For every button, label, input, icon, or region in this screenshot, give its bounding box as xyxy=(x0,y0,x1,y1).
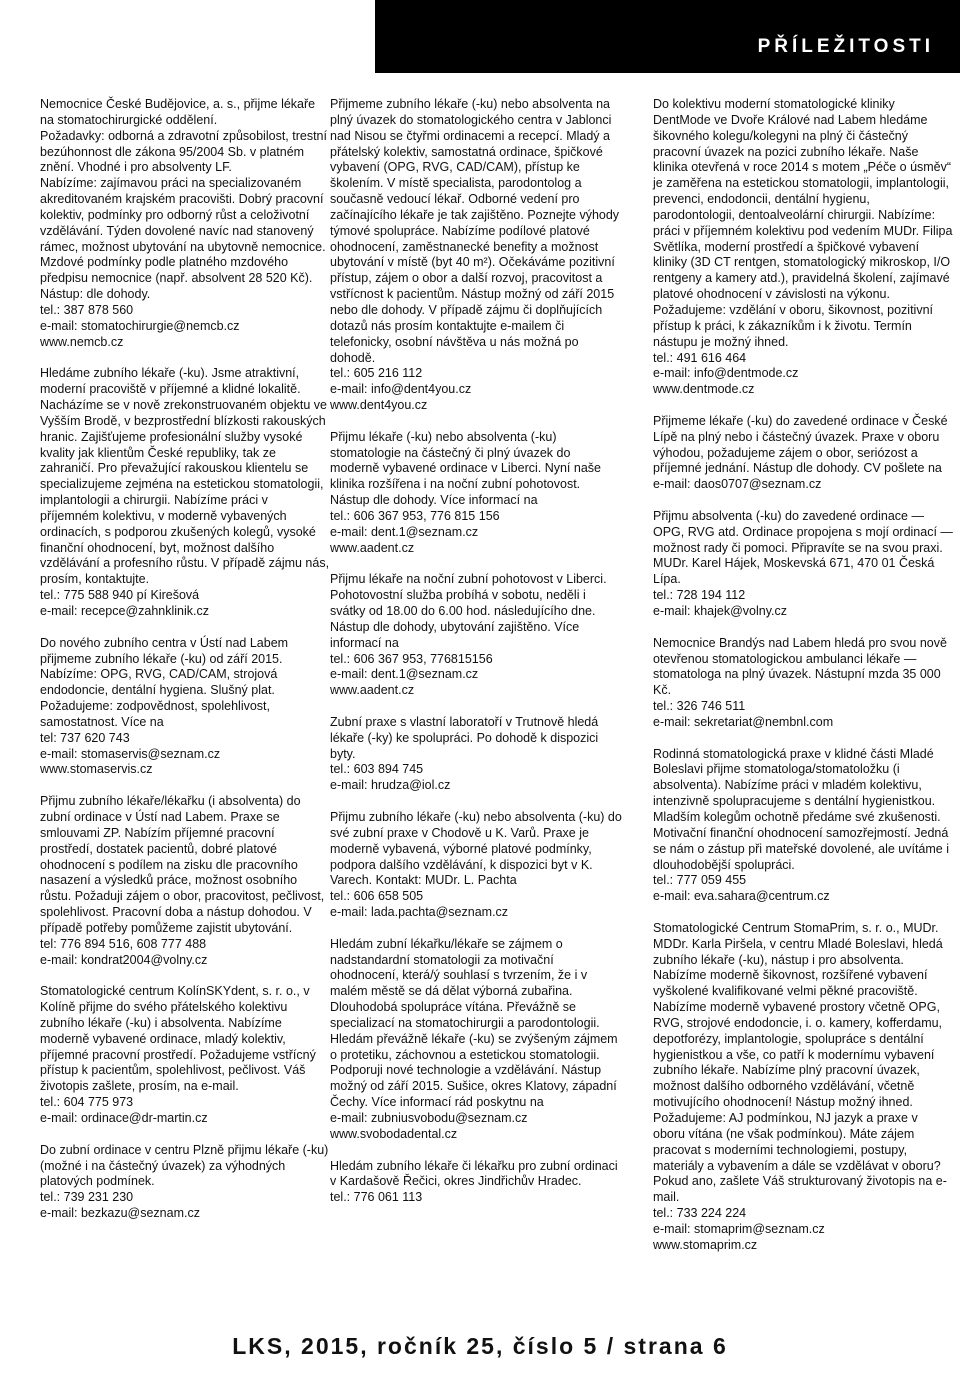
job-ad: Přijmeme lékaře (-ku) do zavedené ordinace v České Lípě na plný nebo i částečný úvazek. Praxe v oboru výhodou, požadujeme zájem o obor, seriózost a příjemné jednání. Nástup dle dohody. CV pošlete na e-mail: daos0707@seznam.cz xyxy=(653,413,948,492)
job-ad: Hledám zubní lékařku/lékaře se zájmem o nadstandardní stomatologii za motivační ohodnocení, která/ý souhlasí s tvrzením, že i v malém městě se dá dělat výborná zubařina. Dlouhodobá spolupráce vítána. Převážně se specializací na stomatochirurgii a parodontologii. Hledám převážně lékaře (-ku) se zvýšeným zájmem o protetiku, záchovnou a estetickou stomatologii. Podporuji nové technologie a vzdělávání. Nástup možný od září 2015. Sušice, okres Klatovy, západní Čechy. Více informací rád poskytnu na e-mail: zubniusvobodu@seznam.cz www.svobodadental.cz xyxy=(330,936,618,1141)
page-footer: LKS, 2015, ročník 25, číslo 5 / strana 6 xyxy=(232,1333,728,1359)
column-1 xyxy=(40,97,330,1238)
job-ad: Do nového zubního centra v Ústí nad Labem přijmeme zubního lékaře (-ku) od září 2015. Nabízíme: OPG, RVG, CAD/CAM, strojová endodoncie, dentální hygiena. Slušný plat. Požadujeme: zodpovědnost, spolehlivost, samostatnost. Více na tel: 737 620 743 e-mail: stomaservis@seznam.cz www.stomaservis.cz xyxy=(40,635,289,777)
job-ad: Přijmu lékaře na noční zubní pohotovost v Liberci. Pohotovostní služba probíhá v sobotu, neděli i svátky od 18.00 do 6.00 hod. následujícího dne. Nástup dle dohody, ubytování zajištěno. Více informací na tel.: 606 367 953, 776815156 e-mail: dent.1@seznam.cz www.aadent.cz xyxy=(330,572,607,698)
job-ad: Přijmeme zubního lékaře (-ku) nebo absolventa na plný úvazek do stomatologického centra v Jablonci nad Nisou se čtyřmi ordinacemi a recepcí. Mladý a přátelský kolektiv, samostatná ordinace, špičkové vybavení (OPG, RVG, CAD/CAM), přístup ke školením. V místě specialista, parodontolog a současně vedoucí lékař. Odborné vedení pro začínajícího lékaře je tak zajištěno. Poznejte výhody týmové spolupráce. Nabízíme podílové platové ohodnocení, zaměstnanecké benefity a možnost ubytování v místě (byt 40 m²). Očekáváme pozitivní přístup, zájem o obor a další rozvoj, pracovitost a vstřícnost k pacientům. Nástup možný od září 2015 nebo dle dohody. V případě zájmu či doplňujících dotazů nás prosím kontaktujte e-mailem či telefonicky, osobní návštěva u nás možná po dohodě. tel.: 605 216 112 e-mail: info@dent4you.cz www.dent4you.cz xyxy=(330,97,620,413)
job-ad: Rodinná stomatologická praxe v klidné části Mladé Boleslavi přijme stomatologa/stomatoložku (i absolventa). Nabízíme práci v mladém kolektivu, intenzivně spolupracujeme s dentální hygienistkou. Mladším kolegům ochotně předáme své zkušenosti. Motivační finanční ohodnocení samozřejmostí. Jedná se nám o zástup při mateřské dovolené, ale uvítáme i dlouhodobější spolupráci. tel.: 777 059 455 e-mail: eva.sahara@centrum.cz xyxy=(653,746,949,904)
column-3 xyxy=(653,97,953,1269)
job-ad: Přijmu lékaře (-ku) nebo absolventa (-ku) stomatologie na částečný či plný úvazek do moderně vybavené ordinace v Liberci. Nyní naše klinika rozšířena i na noční zubní pohotovost. Nástup dle dohody. Více informací na tel.: 606 367 953, 776 815 156 e-mail: dent.1@seznam.cz www.aadent.cz xyxy=(330,429,601,555)
job-ad: Zubní praxe s vlastní laboratoří v Trutnově hledá lékaře (-ky) ke spolupráci. Po dohodě k dispozici byty. tel.: 603 894 745 e-mail: hrudza@iol.cz xyxy=(330,714,599,793)
section-title: PŘÍLEŽITOSTI xyxy=(757,36,934,57)
job-ad: Stomatologické Centrum StomaPrim, s. r. o., MUDr. MDDr. Karla Piršela, v centru Mladé Boleslavi, hledá zubního lékaře (-ku), nástup i pro absolventa. Nabízíme moderně šikovnost, rozšířené vybavení vyškolené kvalifikované velmi pěkné pracoviště. Nabízíme moderně vybavené prostory včetně OPG, RVG, strojové endodoncie, i. o. kamery, kofferdamu, depotforézy, implantologie, spolupráce s dentální hygienistkou a vše, co patří k modernímu vybavení zubního lékaře. Nabízíme plný pracovní úvazek, možnost dalšího odborného vzdělávání, včetně motivujícího ohodnocení! Nástup možný ihned. Požadujeme: AJ podmínkou, NJ jazyk a praxe v oboru vítána (ne však podmínkou). Máte zájem pracovat s moderními technologiemi, postupy, materiály a vybavením a dále se vzdělávat v oboru? Pokud ano, zašlete Váš strukturovaný životopis na e-mail. tel.: 733 224 224 e-mail: stomaprim@seznam.cz www.stomaprim.cz xyxy=(653,920,947,1252)
job-ad: Hledám zubního lékaře či lékařku pro zubní ordinaci v Kardašově Řečici, okres Jindřichův Hradec. tel.: 776 061 113 xyxy=(330,1158,618,1205)
job-ad: Přijmu absolventa (-ku) do zavedené ordinace — OPG, RVG atd. Ordinace propojena s mojí ordinací — možnost rady či pomoci. Připravíte se na svou praxi. MUDr. Karel Hájek, Moskevská 671, 470 01 Česká Lípa. tel.: 728 194 112 e-mail: khajek@volny.cz xyxy=(653,508,953,618)
job-ad: Přijmu zubního lékaře/lékařku (i absolventa) do zubní ordinace v Ústí nad Labem. Praxe se smlouvami ZP. Nabízím příjemné pracovní prostředí, dostatek pacientů, dobré platové ohodnocení s podílem na zisku dle pracovního nasazení a výsledků práce, možnost osobního růstu. Požaduji zájem o obor, pracovitost, pečlivost, spolehlivost. Pracovní doba a nástup dohodou. V případě potřeby pomůžeme zajistit ubytování. tel: 776 894 516, 608 777 488 e-mail: kondrat2004@volny.cz xyxy=(40,794,325,967)
job-ad: Nemocnice Brandýs nad Labem hledá pro svou nově otevřenou stomatologickou ambulanci lékaře — stomatologa na plný úvazek. Nástupní mzda 35 000 Kč. tel.: 326 746 511 e-mail: sekretariat@nembnl.com xyxy=(653,635,947,729)
column-2 xyxy=(330,97,622,1222)
section-banner xyxy=(375,0,960,73)
job-ad: Nemocnice České Budějovice, a. s., přijme lékaře na stomatochirurgické oddělení. Požadavky: odborná a zdravotní způsobilost, trestní bezúhonnost dle zákona 95/2004 Sb. v platném znění. Vhodné i pro absolventy LF. Nabízíme: zajímavou práci na specializovaném akreditovaném krajském pracovišti. Dobrý pracovní kolektiv, podmínky pro odborný růst a celoživotní vzdělávání. Týden dovolené navíc nad stanovený rámec, možnost ubytování na ubytovně nemocnice. Mzdové podmínky podle platného mzdového předpisu nemocnice (např. absolvent 28 520 Kč). Nástup: dle dohody. tel.: 387 878 560 e-mail: stomatochirurgie@nemcb.cz www.nemcb.cz xyxy=(40,97,327,349)
job-ad: Do kolektivu moderní stomatologické kliniky DentMode ve Dvoře Králové nad Labem hledáme šikovného kolegu/kolegyni na plný či částečný pracovní úvazek na pozici zubního lékaře. Naše klinika otevřená v roce 2014 s motem „Péče o úsměv“ je zaměřena na estetickou stomatologii, implantologii, prevenci, endodoncii, dentální hygienu, parodontologii, dentoalveolární chirurgii. Nabízíme: práci v příjemném kolektivu pod vedením MUDr. Filipa Světlíka, moderní prostředí a špičkové vybavení kliniky (3D CT rentgen, stomatologický mikroskop, I/O rentgeny a kamery atd.), pravidelná školení, zajímavé platové ohodnocení v závislosti na výkonu. Požadujeme: vzdělání v oboru, šikovnost, pozitivní přístup k práci, k zákazníkům i k životu. Termín nástupu je možný ihned. tel.: 491 616 464 e-mail: info@dentmode.cz www.dentmode.cz xyxy=(653,97,953,397)
job-ad: Stomatologické centrum KolínSKYdent, s. r. o., v Kolíně přijme do svého přátelského kolektivu zubního lékaře (-ku) i absolventa. Nabízíme moderně vybavené ordinace, mladý kolektiv, příjemné pracovní prostředí. Požadujeme vstřícný přístup k pacientům, spolehlivost, pečlivost. Váš životopis zašlete, prosím, na e-mail. tel.: 604 775 973 e-mail: ordinace@dr-martin.cz xyxy=(40,984,316,1125)
job-ad: Hledáme zubního lékaře (-ku). Jsme atraktivní, moderní pracoviště v příjemné a klidné lokalitě. Nacházíme se v nově zrekonstruovaném objektu ve Vyšším Brodě, v bezprostřední blízkosti rakouských hranic. Zajišťujeme profesionální služby vysoké kvality jak klientům České republiky, tak ze zahraničí. Pro převažující rakouskou klientelu se specializujeme zejména na estetickou stomatologii, implantologii a chirurgii. Nabízíme práci v příjemném kolektivu, v moderně vybavených ordinacích, s podporou zkušených kolegů, vysoké finanční ohodnocení, byt, možnost dalšího vzdělávání a profesního růstu. V případě zájmu nás, prosím, kontaktujte. tel.: 775 588 940 pí Kirešová e-mail: recepce@zahnklinik.cz xyxy=(40,366,330,618)
job-ad: Přijmu zubního lékaře (-ku) nebo absolventa (-ku) do své zubní praxe v Chodově u K. Varů. Praxe je moderně vybavená, výborné platové podmínky, podpora dalšího vzdělávání, k dispozici byt v K. Varech. Kontakt: MUDr. L. Pachta tel.: 606 658 505 e-mail: lada.pachta@seznam.cz xyxy=(330,809,622,920)
job-ad: Do zubní ordinace v centru Plzně přijmu lékaře (-ku) (možné i na částečný úvazek) za výhodných platových podmínek. tel.: 739 231 230 e-mail: bezkazu@seznam.cz xyxy=(40,1142,329,1221)
